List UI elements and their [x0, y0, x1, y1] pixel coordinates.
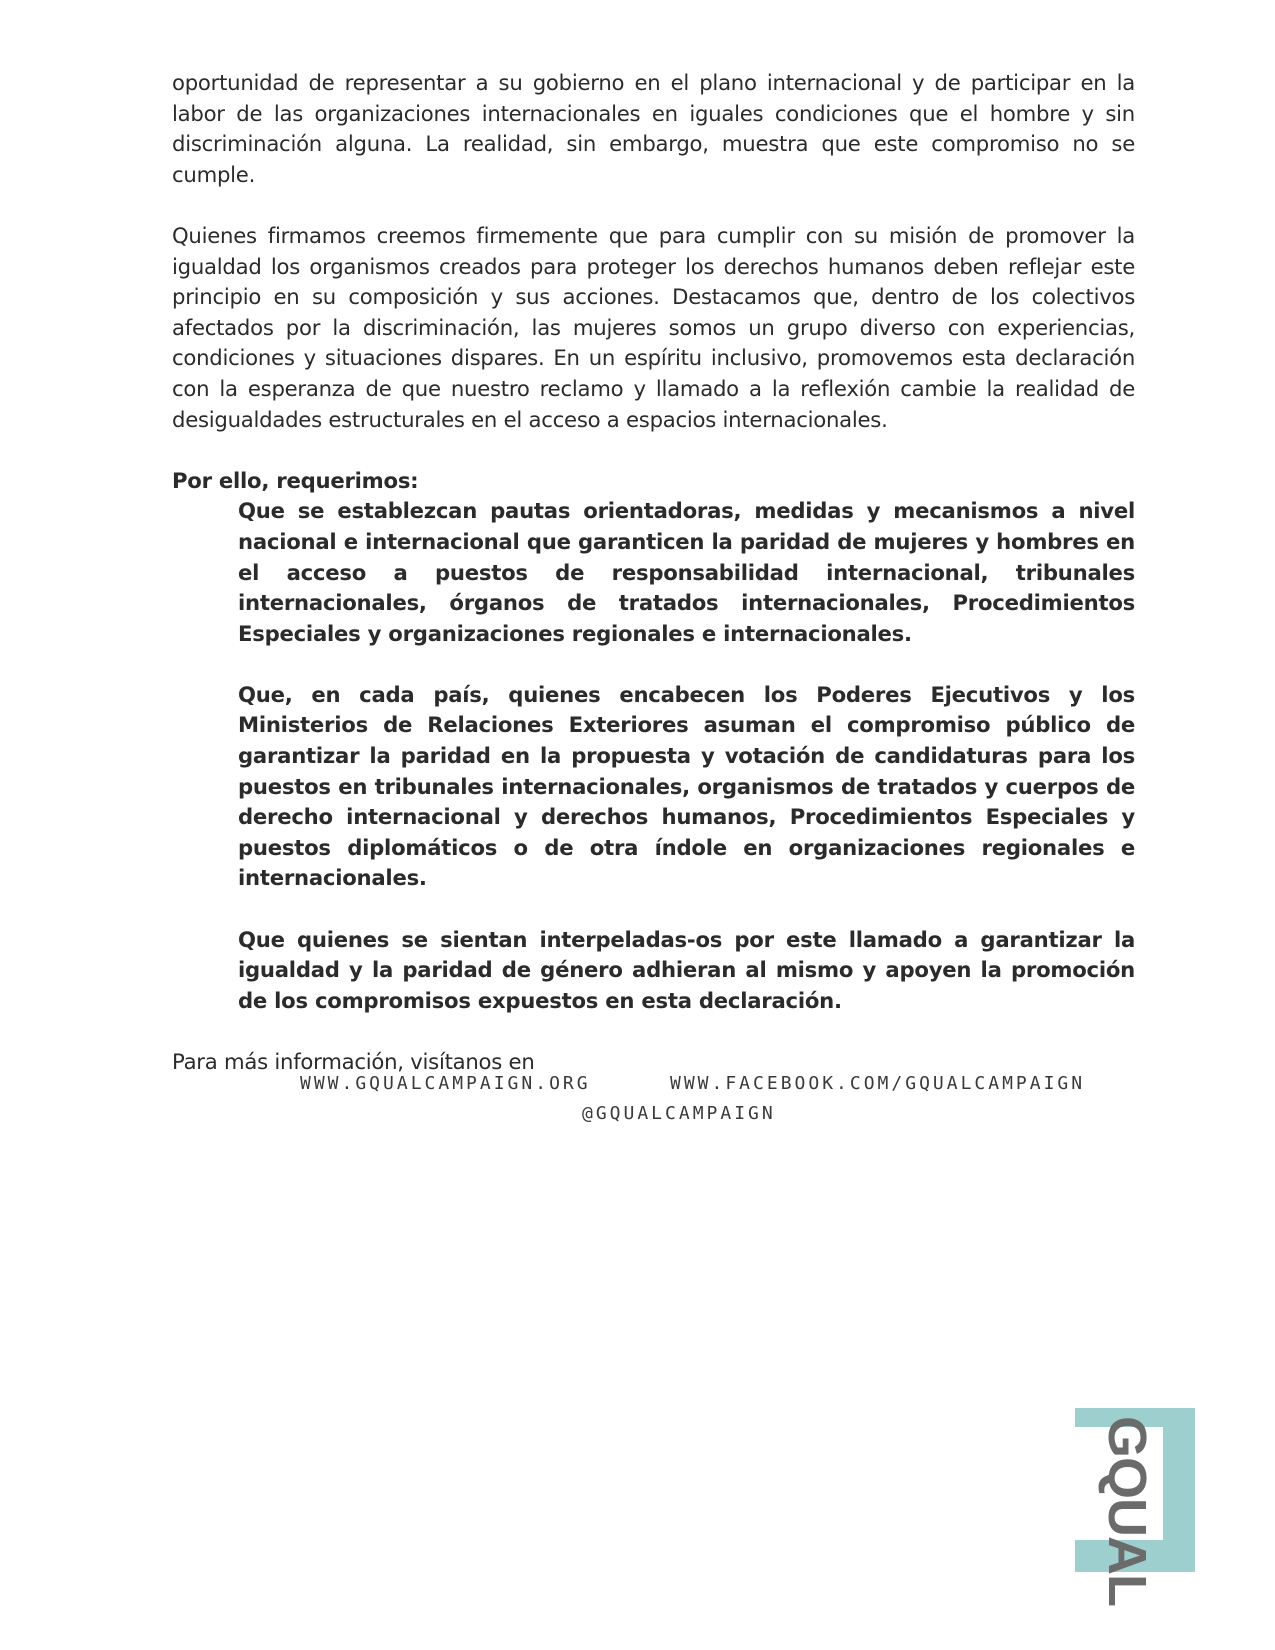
facebook-link[interactable]: WWW.FACEBOOK.COM/GQUALCAMPAIGN [670, 1073, 1086, 1094]
website-link[interactable]: WWW.GQUALCAMPAIGN.ORG [300, 1073, 591, 1094]
demands-list [238, 496, 1135, 1016]
contact-links [0, 1073, 1275, 1124]
demand-item: Que se establezcan pautas orientadoras, medidas y mecanismos a nivel nacional e internacional que garanticen la paridad de mujeres y hombres en el acceso a puestos de responsabilidad internacional, tribunales internacionales, órganos de tratados internacionales, Procedimientos Especiales y organizaciones regionales e internacionales. [238, 498, 1135, 646]
declaration-paragraph: Quienes firmamos creemos firmemente que para cumplir con su misión de promover la igualdad los organismos creados para proteger los derechos humanos deben reflejar este principio en su composición y sus acciones. Destacamos que, dentro de los colectivos afectados por la discriminación, las mujeres somos un grupo diverso con experiencias, condiciones y situaciones dispares. En un espíritu inclusivo, promovemos esta declaración con la esperanza de que nuestro reclamo y llamado a la reflexión cambie la realidad de desigualdades estructurales en el acceso a espacios internacionales. [172, 222, 1135, 432]
demands-heading: Por ello, requerimos: [172, 467, 419, 493]
demand-item: Que quienes se sientan interpeladas-os por este llamado a garantizar la igualdad y la paridad de género adhieran al mismo y apoyen la promoción de los compromisos expuestos en esta declaración. [238, 926, 1135, 1013]
twitter-handle[interactable]: @GQUALCAMPAIGN [582, 1103, 776, 1124]
document-body [172, 68, 1135, 1078]
demand-item: Que, en cada país, quienes encabecen los Poderes Ejecutivos y los Ministerios de Relaciones Exteriores asuman el compromiso público de garantizar la paridad en la propuesta y votación de candidaturas para los puestos en tribunales internacionales, organismos de tratados y cuerpos de derecho internacional y derechos humanos, Procedimientos Especiales y puestos diplomáticos o de otra índole en organizaciones regionales e internacionales. [238, 681, 1135, 891]
gqual-logo [1075, 1408, 1195, 1606]
intro-paragraph: oportunidad de representar a su gobierno en el plano internacional y de participar en la labor de las organizaciones internacionales en iguales condiciones que el hombre y sin discriminación alguna. La realidad, sin embargo, muestra que este compromiso no se cumple. [172, 70, 1135, 187]
logo-wordmark: GQUAL [1097, 1416, 1157, 1606]
more-info-text: Para más información, visítanos en [172, 1049, 535, 1074]
